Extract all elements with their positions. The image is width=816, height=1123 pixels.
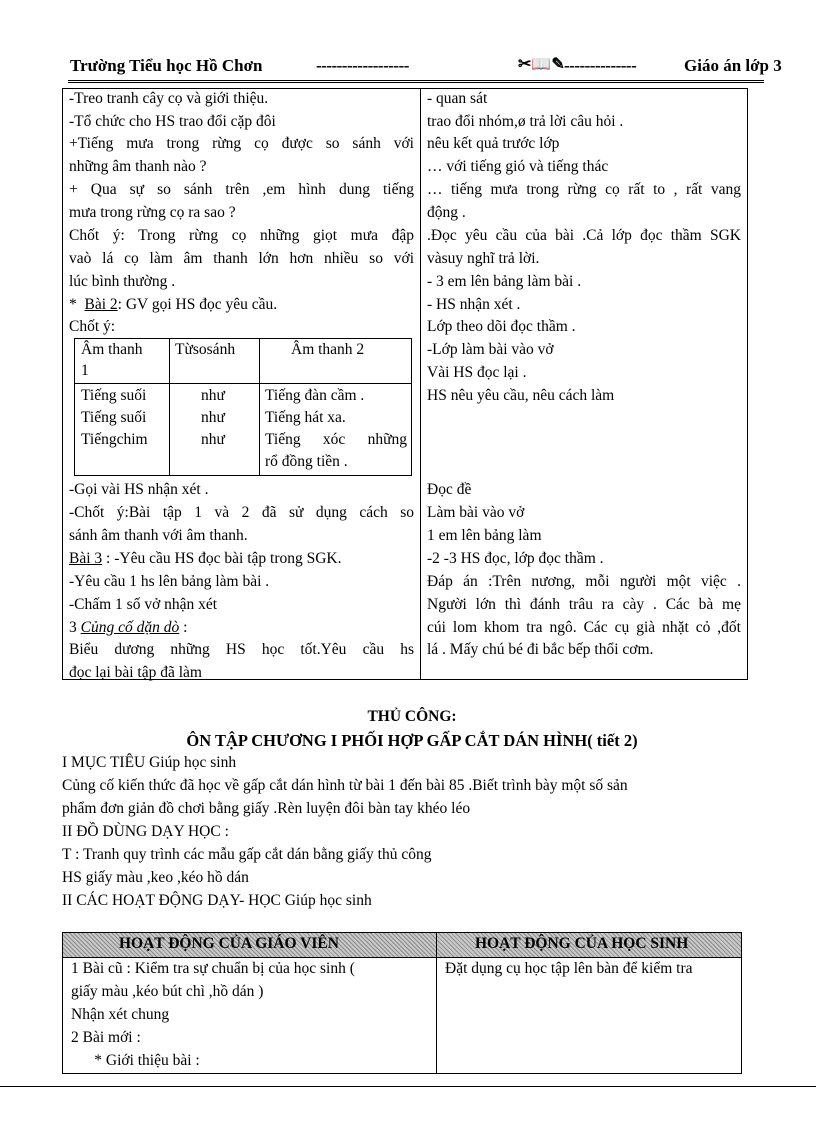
column-divider (420, 89, 421, 679)
goals-text: Củng cố kiến thức đã học về gấp cắt dán hình từ bài 1 đến bài 85 .Biết trình bày một số sản (62, 777, 628, 794)
text-line: 2 Bài mới : (71, 1029, 141, 1046)
page-footer-rule (0, 1086, 816, 1087)
materials-students: HS giấy màu ,keo ,kéo hồ dán (62, 869, 249, 886)
text-line: trao đổi nhóm,ø trả lời câu hỏi . (427, 113, 624, 130)
activity-table (62, 932, 742, 1074)
materials-teacher: T : Tranh quy trình các mẫu gấp cắt dán bằng giấy thủ công (62, 846, 432, 863)
header-cell: Âm thanh (81, 341, 143, 358)
text-line: 1 Bài cũ : Kiểm tra sự chuẩn bị của học sinh ( (71, 960, 355, 977)
table-cell: Tiếng xóc những (265, 431, 407, 448)
materials-heading: II ĐỒ DÙNG DẠY HỌC : (62, 823, 229, 840)
text-line: Chốt ý: (69, 318, 116, 335)
table-cell: rổ đồng tiền . (265, 453, 348, 470)
goals-heading: I MỤC TIÊU Giúp học sinh (62, 754, 237, 771)
text-line: -2 -3 HS đọc, lớp đọc thầm . (427, 550, 604, 567)
text-line: * Giới thiệu bài : (71, 1052, 200, 1069)
text-line: nêu kết quả trước lớp (427, 135, 560, 152)
consolidation-line: 3 Củng cố dặn dò : (69, 619, 188, 636)
text-line: Người lớn thì đánh trâu ra cày . Các bà mẹ (427, 596, 741, 613)
cell-divider (259, 339, 260, 475)
text-line: - 3 em lên bảng làm bài . (427, 273, 582, 290)
student-header: HOẠT ĐỘNG CỦA HỌC SINH (475, 935, 689, 952)
text-line: Đáp án :Trên nương, mỗi người một việc . (427, 573, 741, 590)
text-line: Lớp theo dõi đọc thầm . (427, 318, 576, 335)
text-line: - quan sát (427, 90, 488, 107)
text-line: đọc lại bài tập đã làm (69, 664, 202, 681)
page-header (68, 52, 782, 83)
goals-text: phẩm đơn giản đồ chơi bằng giấy .Rèn luyện đôi bàn tay khéo léo (62, 800, 471, 817)
text-line: -Tổ chức cho HS trao đổi cặp đôi (69, 113, 276, 130)
text-line: 1 em lên bảng làm (427, 527, 542, 544)
comparison-table (74, 338, 412, 476)
text-line: -Yêu cầu 1 hs lên bảng làm bài . (69, 573, 270, 590)
text-line: cúi lom khom tra ngô. Các cụ già nhặt cỏ ,đốt (427, 619, 741, 636)
text-line: vaò lá cọ làm âm thanh lớn hơn nhiều so với (69, 250, 414, 267)
table-cell: như (201, 409, 225, 426)
header-cell: 1 (81, 362, 89, 379)
header-row-divider (75, 383, 411, 384)
text-line: Đặt dụng cụ học tập lên bàn để kiểm tra (445, 960, 693, 977)
text-line: vàsuy nghĩ trả lời. (427, 250, 540, 267)
text-line: Đọc đề (427, 481, 472, 498)
text-line: lá . Mấy chú bé đi bắc bếp thổi cơm. (427, 641, 654, 658)
text-line: -Chấm 1 số vở nhận xét (69, 596, 218, 613)
lesson-title: ÔN TẬP CHƯƠNG I PHỐI HỢP GẤP CẮT DÁN HÌNH( tiết 2) (186, 731, 638, 750)
header-dashes-right: -------------- (564, 56, 637, 75)
text-line: … với tiếng gió và tiếng thác (427, 158, 609, 175)
text-line: -Chốt ý:Bài tập 1 và 2 đã sử dụng cách so (69, 504, 414, 521)
exercise-3-label: Bài 3 (69, 550, 103, 567)
text-line: .Đọc yêu cầu của bài .Cả lớp đọc thầm SGK (427, 227, 741, 244)
text-line: giấy màu ,kéo bút chì ,hồ dán ) (71, 983, 264, 1000)
exercise-2-label: Bài 2 (84, 296, 118, 313)
text-line: - HS nhận xét . (427, 296, 521, 313)
table-cell: Tiếng hát xa. (265, 409, 346, 426)
teacher-header: HOẠT ĐỘNG CỦA GIÁO VIÊN (119, 935, 339, 952)
ornament-icon: ✂📖✎ (518, 56, 565, 73)
text-line: HS nêu yêu cầu, nêu cách làm (427, 387, 615, 404)
exercise-2-line: * Bài 2: GV gọi HS đọc yêu cầu. (69, 296, 278, 313)
text-line: Làm bài vào vở (427, 504, 525, 521)
exercise-3-line: Bài 3 : -Yêu cầu HS đọc bài tập trong SGK. (69, 550, 342, 567)
cell-divider (169, 339, 170, 475)
activities-heading: II CÁC HOẠT ĐỘNG DẠY- HỌC Giúp học sinh (62, 892, 372, 909)
header-cell: Âm thanh 2 (291, 341, 365, 358)
table-cell: Tiếng đàn cầm . (265, 387, 365, 404)
text-line: lúc bình thường . (69, 273, 176, 290)
table-cell: như (201, 431, 225, 448)
text-line: -Lớp làm bài vào vở (427, 341, 554, 358)
text-line: -Treo tranh cây cọ và giới thiệu. (69, 90, 269, 107)
text-line: động . (427, 204, 466, 221)
text-line: Vài HS đọc lại . (427, 364, 527, 381)
table-cell: như (201, 387, 225, 404)
subject-title: THỦ CÔNG: (367, 708, 457, 725)
school-name: Trường Tiểu học Hồ Chơn (70, 56, 263, 75)
table-cell: Tiếng suối (81, 409, 147, 426)
text-line: … tiếng mưa trong rừng cọ rất to , rất vang (427, 181, 741, 198)
consolidation-label: Củng cố dặn dò (80, 619, 180, 636)
text-line: sánh âm thanh với âm thanh. (69, 527, 248, 544)
text-line: mưa trong rừng cọ ra sao ? (69, 204, 236, 221)
table-cell: Tiếngchim (81, 431, 148, 448)
grade-label: Giáo án lớp 3 (684, 56, 782, 75)
header-dashes-left: ------------------ (316, 56, 409, 75)
text-line: Nhận xét chung (71, 1006, 170, 1023)
text-line: + Qua sự so sánh trên ,em hình dung tiếng (69, 181, 414, 198)
text-line: +Tiếng mưa trong rừng cọ được so sánh với (69, 135, 414, 152)
table-cell: Tiếng suối (81, 387, 147, 404)
text-line: Biểu dương những HS học tốt.Yêu cầu hs (69, 641, 414, 658)
header-cell: Từsosánh (175, 341, 236, 358)
text-line: -Gọi vài HS nhận xét . (69, 481, 209, 498)
text-line: Chốt ý: Trong rừng cọ những giọt mưa đập (69, 227, 414, 244)
text-line: những âm thanh nào ? (69, 158, 207, 175)
column-divider (436, 933, 437, 1073)
